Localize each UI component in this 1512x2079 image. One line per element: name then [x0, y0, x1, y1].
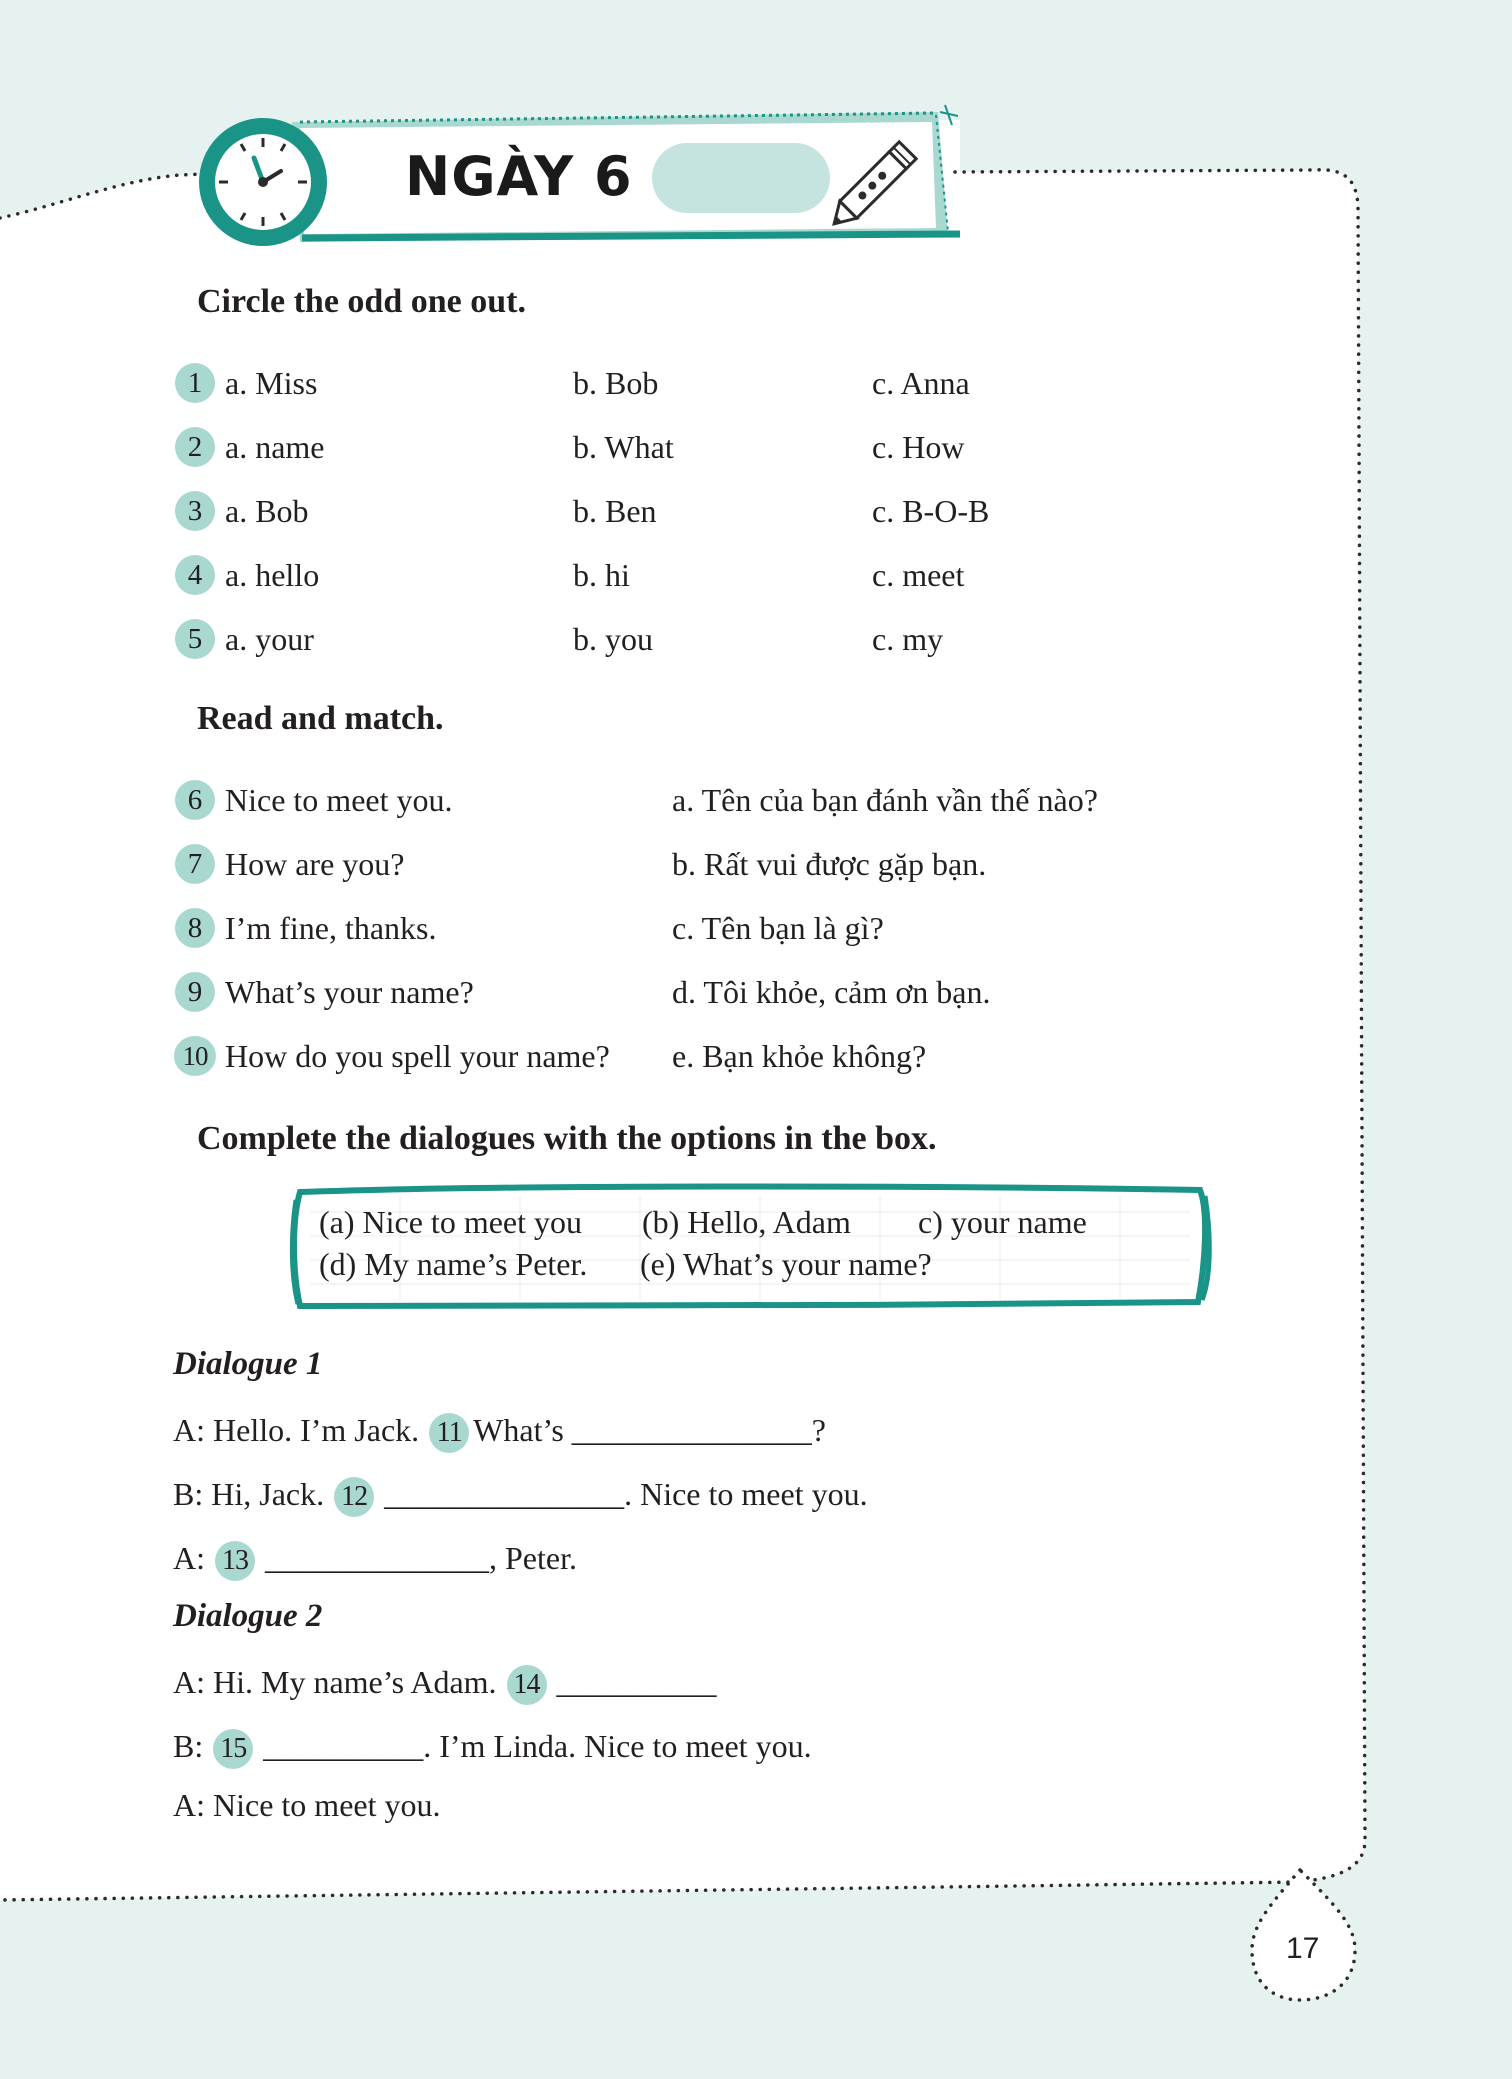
- match-left: How do you spell your name?: [225, 1038, 610, 1074]
- box-option-e: (e) What’s your name?: [640, 1246, 932, 1282]
- section-heading-odd-one-out: Circle the odd one out.: [197, 283, 526, 320]
- option-a: a. Bob: [225, 493, 309, 529]
- dialogue-line-text: A: Hello. I’m Jack.: [173, 1412, 420, 1448]
- option-b: b. What: [573, 429, 674, 465]
- question-number-badge: 3: [175, 491, 215, 531]
- dialogue-1-title: Dialogue 1: [173, 1346, 323, 1382]
- question-number-badge: 1: [175, 363, 215, 403]
- dialogue-line-text: B:: [173, 1728, 204, 1764]
- question-number-badge: 12: [334, 1477, 374, 1517]
- dialogue-line: A: Nice to meet you.: [173, 1787, 441, 1823]
- option-b: b. Ben: [573, 493, 657, 529]
- clock-icon: [207, 126, 319, 238]
- question-number-badge: 6: [175, 780, 215, 820]
- section-heading-read-and-match: Read and match.: [197, 700, 444, 737]
- question-number-badge: 8: [175, 908, 215, 948]
- option-a: a. name: [225, 429, 325, 465]
- box-option-d: (d) My name’s Peter.: [319, 1246, 588, 1282]
- dialogue-line: [173, 1474, 868, 1517]
- box-option-c: c) your name: [918, 1204, 1087, 1240]
- dialogue-line-text: A: Hi. My name’s Adam.: [173, 1664, 497, 1700]
- dialogue-line: [173, 1538, 577, 1581]
- option-b: b. hi: [573, 557, 630, 593]
- match-right: c. Tên bạn là gì?: [672, 910, 884, 946]
- header-pill: [652, 143, 830, 213]
- option-c: c. How: [872, 429, 965, 465]
- option-c: c. Anna: [872, 365, 970, 401]
- match-right: a. Tên của bạn đánh vần thế nào?: [672, 782, 1098, 818]
- box-option-a: (a) Nice to meet you: [319, 1204, 582, 1240]
- page-number: 17: [1286, 1932, 1320, 1965]
- question-number-badge: 14: [507, 1665, 547, 1705]
- option-b: b. you: [573, 621, 653, 657]
- question-number-badge: 11: [429, 1413, 469, 1453]
- match-left: I’m fine, thanks.: [225, 910, 437, 946]
- dialogue-line: [173, 1410, 826, 1453]
- dialogue-line: [173, 1662, 717, 1705]
- question-number-badge: 15: [213, 1729, 253, 1769]
- dialogue-line-text: ______________, Peter.: [265, 1540, 577, 1576]
- day-title: NGÀY 6: [405, 145, 633, 208]
- option-b: b. Bob: [573, 365, 659, 401]
- match-left: How are you?: [225, 846, 405, 882]
- option-a: a. Miss: [225, 365, 318, 401]
- match-left: What’s your name?: [225, 974, 474, 1010]
- match-right: b. Rất vui được gặp bạn.: [672, 846, 987, 882]
- dialogue-line-text: __________: [556, 1664, 717, 1700]
- option-c: c. B-O-B: [872, 493, 990, 529]
- question-number-badge: 9: [175, 972, 215, 1012]
- option-a: a. hello: [225, 557, 320, 593]
- match-right: d. Tôi khỏe, cảm ơn bạn.: [672, 974, 991, 1010]
- dialogue-line-text: _______________. Nice to meet you.: [384, 1476, 868, 1512]
- question-number-badge: 4: [175, 555, 215, 595]
- match-right: e. Bạn khỏe không?: [672, 1038, 927, 1074]
- dialogue-2-title: Dialogue 2: [173, 1598, 323, 1634]
- dialogue-line-text: A:: [173, 1540, 205, 1576]
- question-number-badge: 5: [175, 619, 215, 659]
- section-heading-complete-dialogues: Complete the dialogues with the options in the box.: [197, 1120, 937, 1157]
- question-number-badge: 13: [215, 1541, 255, 1581]
- dialogue-line-text: B: Hi, Jack.: [173, 1476, 325, 1512]
- match-left: Nice to meet you.: [225, 782, 453, 818]
- dialogue-line: [173, 1726, 812, 1769]
- option-c: c. my: [872, 621, 944, 657]
- question-number-badge: 10: [174, 1036, 216, 1076]
- dialogue-line-text: __________. I’m Linda. Nice to meet you.: [263, 1728, 812, 1764]
- question-number-badge: 7: [175, 844, 215, 884]
- option-c: c. meet: [872, 557, 965, 593]
- question-number-badge: 2: [175, 427, 215, 467]
- dialogue-line-text: What’s _______________?: [473, 1412, 826, 1448]
- option-a: a. your: [225, 621, 314, 657]
- box-option-b: (b) Hello, Adam: [642, 1204, 851, 1240]
